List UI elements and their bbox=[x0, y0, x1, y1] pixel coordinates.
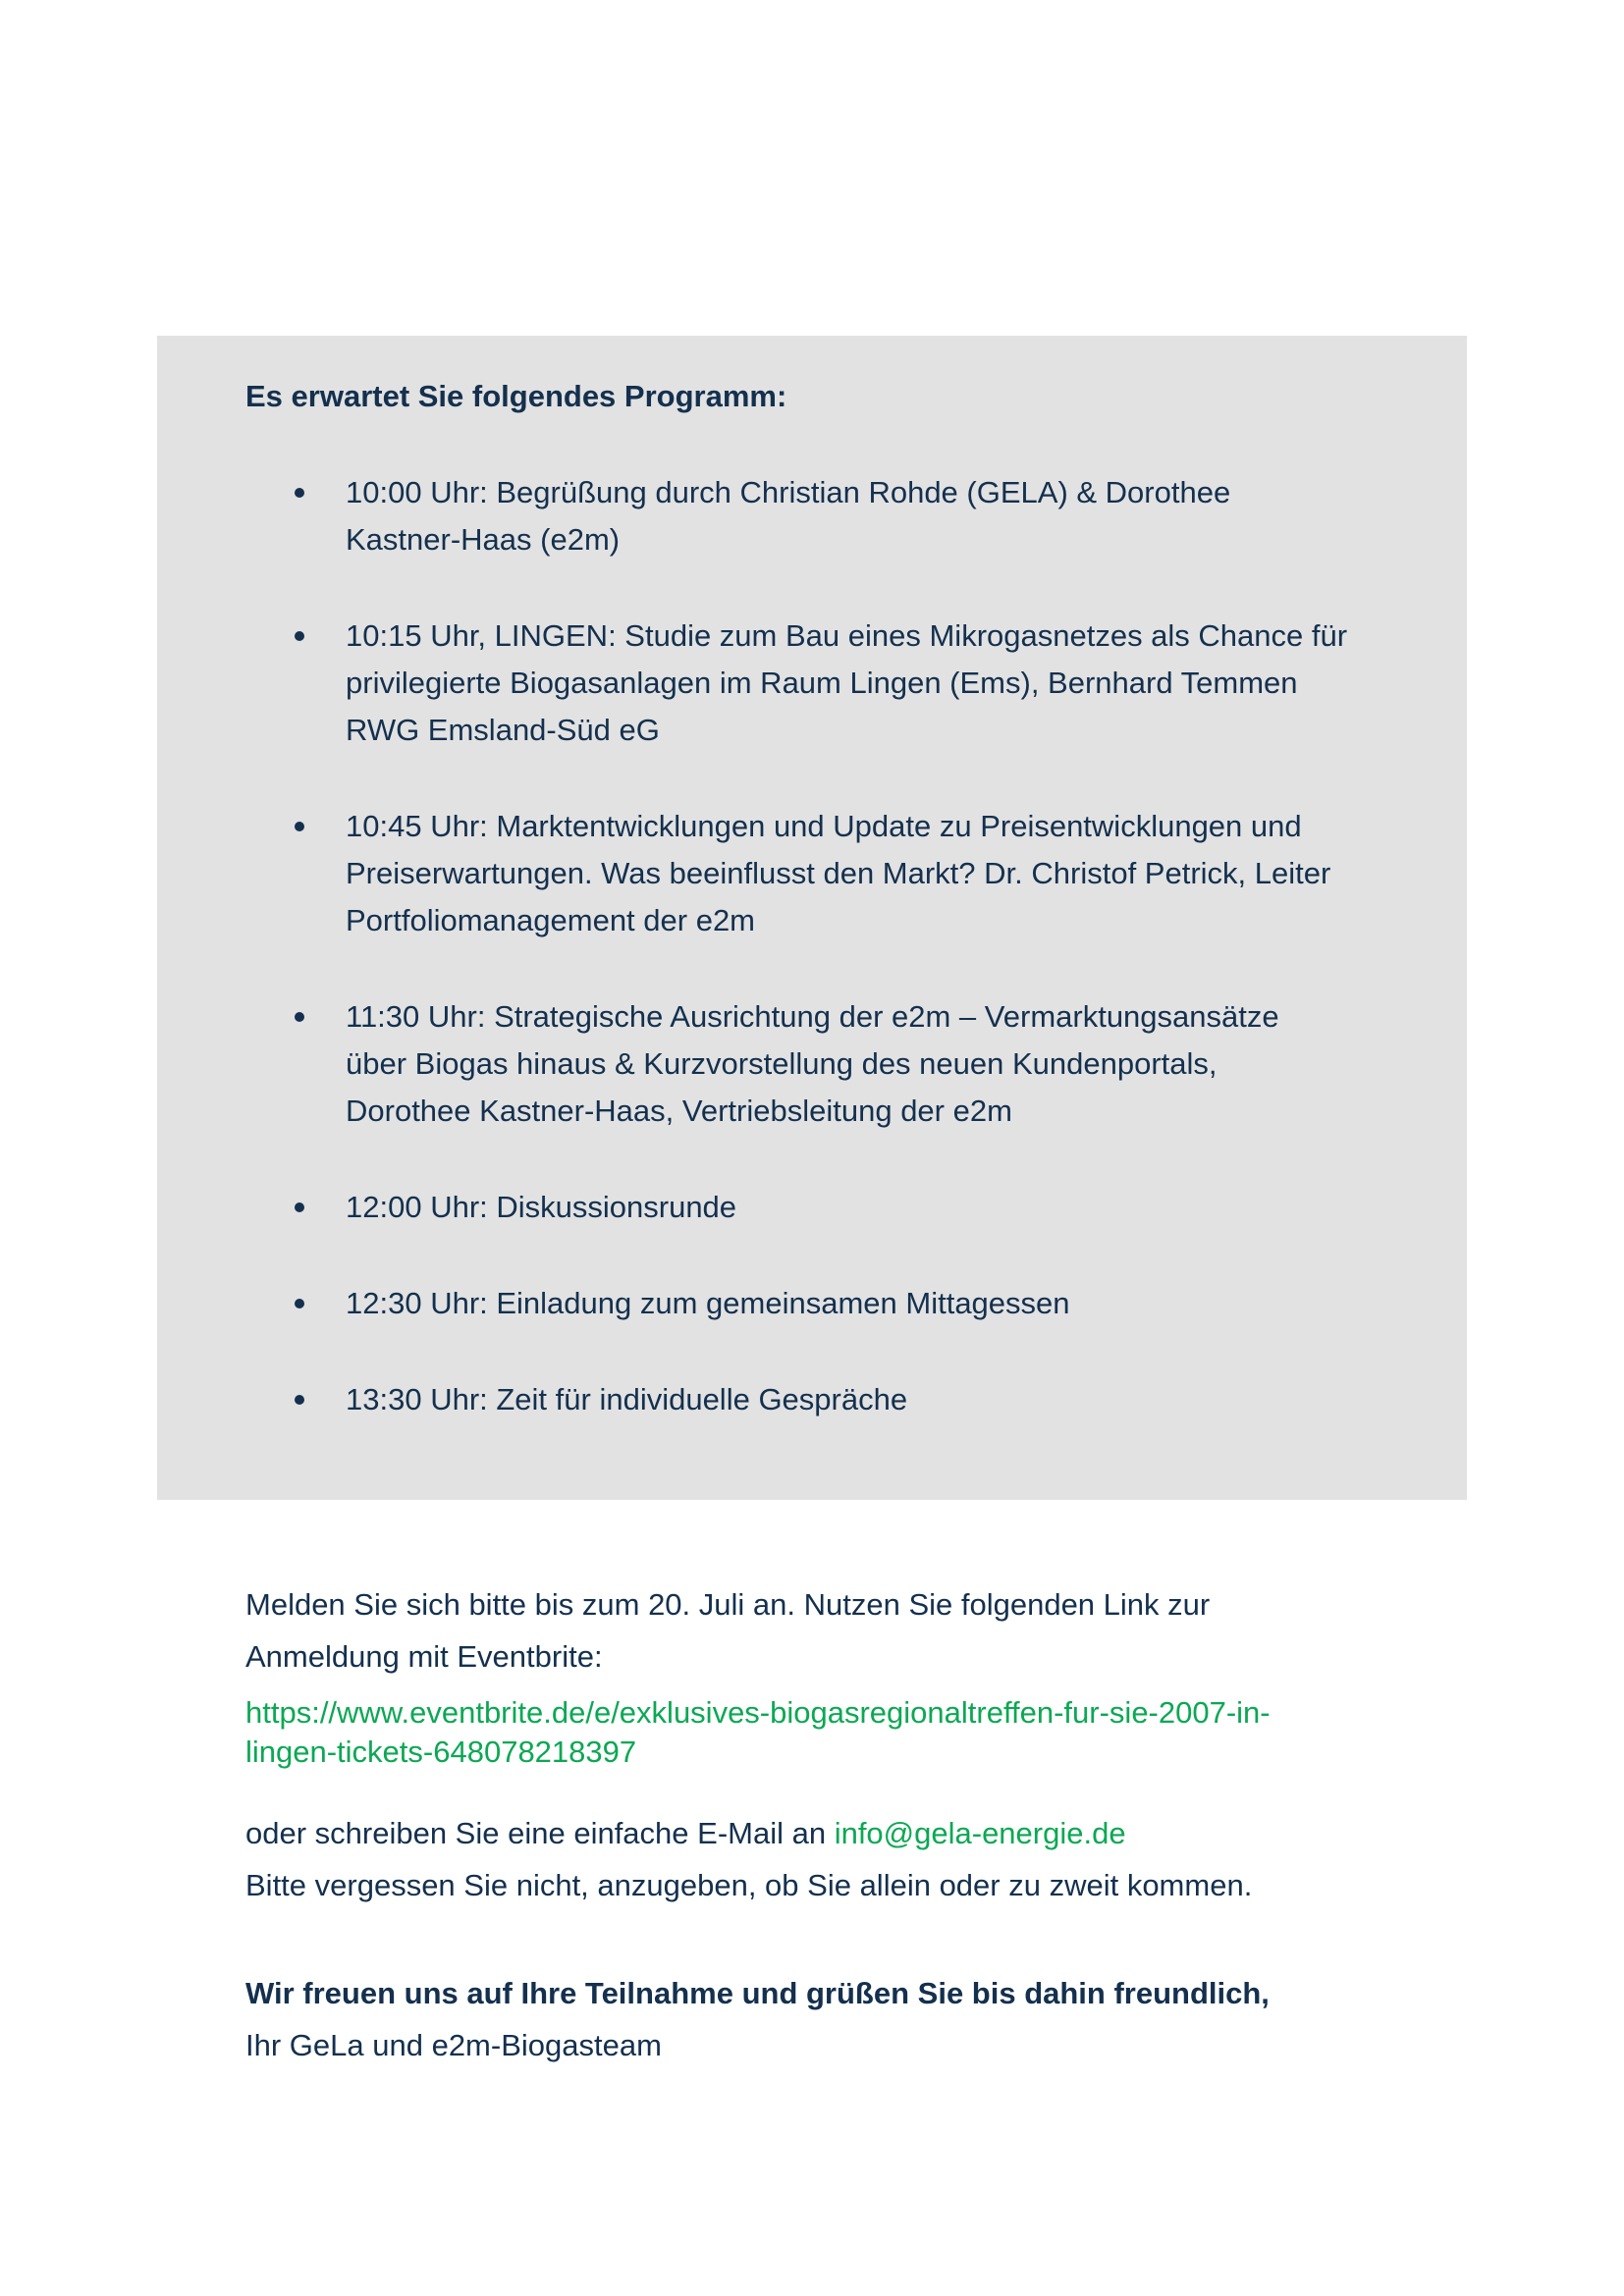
program-item-line: über Biogas hinaus & Kurzvorstellung des neuen Kundenportals, bbox=[346, 1046, 1218, 1081]
closing-block bbox=[245, 1967, 1270, 2071]
bullet-dot-icon bbox=[295, 631, 304, 641]
program-item-line: Kastner-Haas (e2m) bbox=[346, 522, 621, 557]
email-prefix-text: oder schreiben Sie eine einfache E-Mail an bbox=[245, 1816, 835, 1850]
program-item bbox=[346, 1376, 1379, 1423]
program-item bbox=[346, 469, 1379, 563]
email-alternative-line bbox=[245, 1807, 1252, 1859]
program-item bbox=[346, 613, 1379, 754]
program-item bbox=[346, 1184, 1379, 1231]
program-list bbox=[245, 469, 1379, 1423]
program-item-line: Dorothee Kastner-Haas, Vertriebsleitung der e2m bbox=[346, 1094, 1012, 1128]
program-item-line: 11:30 Uhr: Strategische Ausrichtung der e2m – Vermarktungsansätze bbox=[346, 999, 1279, 1034]
bullet-dot-icon bbox=[295, 1012, 304, 1022]
program-item-line: privilegierte Biogasanlagen im Raum Lingen (Ems), Bernhard Temmen bbox=[346, 666, 1298, 700]
program-item-line: 10:15 Uhr, LINGEN: Studie zum Bau eines Mikrogasnetzes als Chance für bbox=[346, 618, 1348, 653]
registration-intro-line: Anmeldung mit Eventbrite: bbox=[245, 1639, 603, 1674]
bullet-dot-icon bbox=[295, 1395, 304, 1405]
program-item-line: Preiserwartungen. Was beeinflusst den Markt? Dr. Christof Petrick, Leiter bbox=[346, 856, 1331, 890]
email-alternative-block bbox=[245, 1807, 1252, 1911]
registration-intro bbox=[245, 1578, 1210, 1682]
email-link[interactable]: info@gela-energie.de bbox=[834, 1816, 1126, 1850]
eventbrite-link-block bbox=[245, 1693, 1271, 1772]
program-heading: Es erwartet Sie folgendes Programm: bbox=[245, 379, 787, 413]
registration-intro-line: Melden Sie sich bitte bis zum 20. Juli an. Nutzen Sie folgenden Link zur bbox=[245, 1587, 1211, 1622]
bullet-dot-icon bbox=[295, 822, 304, 831]
program-item bbox=[346, 1280, 1379, 1327]
program-item-line: 12:00 Uhr: Diskussionsrunde bbox=[346, 1190, 737, 1224]
bullet-dot-icon bbox=[295, 1299, 304, 1308]
closing-signature: Ihr GeLa und e2m-Biogasteam bbox=[245, 2028, 662, 2062]
eventbrite-link-line[interactable]: https://www.eventbrite.de/e/exklusives-biogasregionaltreffen-fur-sie-2007-in- bbox=[245, 1695, 1271, 1730]
eventbrite-link[interactable] bbox=[245, 1693, 1271, 1772]
program-item-line: 13:30 Uhr: Zeit für individuelle Gespräche bbox=[346, 1382, 908, 1416]
program-item bbox=[346, 803, 1379, 944]
program-item-line: Portfoliomanagement der e2m bbox=[346, 903, 756, 937]
program-item-line: RWG Emsland-Süd eG bbox=[346, 713, 660, 747]
program-item-line: 12:30 Uhr: Einladung zum gemeinsamen Mittagessen bbox=[346, 1286, 1070, 1320]
program-item bbox=[346, 993, 1379, 1135]
program-item-line: 10:00 Uhr: Begrüßung durch Christian Rohde (GELA) & Dorothee bbox=[346, 475, 1231, 509]
bullet-dot-icon bbox=[295, 488, 304, 498]
program-item-line: 10:45 Uhr: Marktentwicklungen und Update zu Preisentwicklungen und bbox=[346, 809, 1302, 843]
program-box bbox=[157, 336, 1467, 1500]
eventbrite-link-line[interactable]: lingen-tickets-648078218397 bbox=[245, 1735, 637, 1769]
bullet-dot-icon bbox=[295, 1202, 304, 1212]
closing-farewell: Wir freuen uns auf Ihre Teilnahme und grüßen Sie bis dahin freundlich, bbox=[245, 1976, 1270, 2010]
registration-note: Bitte vergessen Sie nicht, anzugeben, ob Sie allein oder zu zweit kommen. bbox=[245, 1868, 1253, 1902]
